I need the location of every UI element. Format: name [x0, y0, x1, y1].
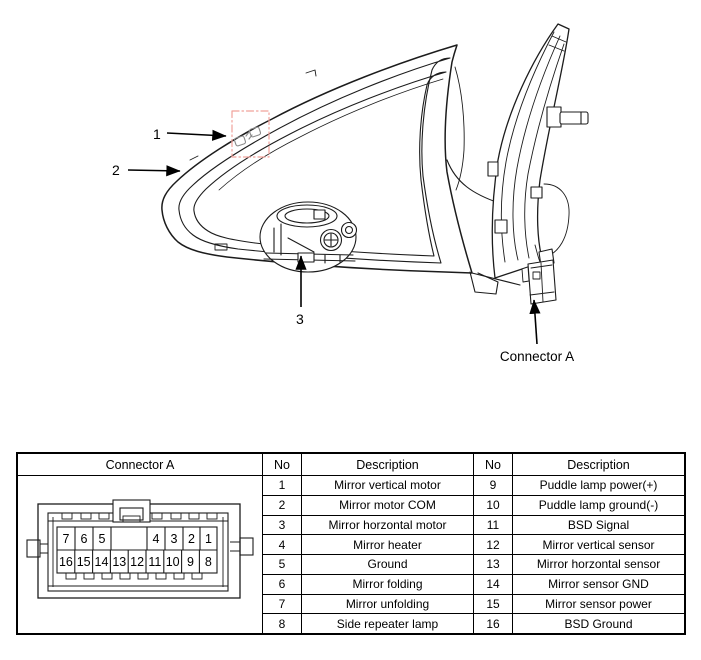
col-header-desc-1: Description — [301, 454, 473, 475]
pin-no-cell: 7 — [262, 594, 301, 614]
pin-no-cell: 5 — [262, 554, 301, 574]
pin-desc-cell: Mirror sensor power — [512, 594, 684, 614]
pin-desc-cell: Puddle lamp power(+) — [512, 475, 684, 495]
callout-3-label: 3 — [296, 311, 304, 327]
pin-desc-cell: BSD Signal — [512, 515, 684, 535]
pin-number: 10 — [165, 555, 180, 569]
callout-2-arrow — [128, 170, 180, 171]
pin-number: 2 — [188, 532, 195, 546]
pin-no-cell: 6 — [262, 574, 301, 594]
pin-number: 11 — [148, 555, 162, 569]
col-header-no-1: No — [262, 454, 301, 475]
pin-desc-cell: Mirror vertical sensor — [512, 534, 684, 554]
pin-desc-cell: Mirror horzontal motor — [301, 515, 473, 535]
pin-no-cell: 12 — [473, 534, 512, 554]
pin-no-cell: 11 — [473, 515, 512, 535]
pin-desc-cell: Mirror folding — [301, 574, 473, 594]
pin-desc-cell: BSD Ground — [512, 613, 684, 633]
pin-no-cell: 16 — [473, 613, 512, 633]
callout-1-arrow — [167, 133, 226, 136]
pin-no-cell: 3 — [262, 515, 301, 535]
pin-number: 6 — [80, 532, 88, 546]
pin-no-cell: 4 — [262, 534, 301, 554]
pin-desc-cell: Mirror heater — [301, 534, 473, 554]
connector-a-panel — [18, 454, 262, 633]
pin-no-cell: 1 — [262, 475, 301, 495]
connector-pin-table — [16, 452, 686, 635]
pin-desc-cell: Side repeater lamp — [301, 613, 473, 633]
pin-no-cell: 8 — [262, 613, 301, 633]
pin-number: 15 — [76, 555, 91, 569]
pin-desc-cell: Puddle lamp ground(-) — [512, 495, 684, 515]
pin-desc-cell: Mirror sensor GND — [512, 574, 684, 594]
pin-number: 16 — [58, 555, 73, 569]
connector-latch — [113, 500, 150, 522]
pin-number: 13 — [112, 555, 127, 569]
callout-1-label: 1 — [153, 126, 161, 142]
pin-number: 3 — [170, 532, 178, 546]
pin-desc-cell: Ground — [301, 554, 473, 574]
pin-number: 9 — [187, 555, 194, 569]
pin-desc-cell: Mirror vertical motor — [301, 475, 473, 495]
pin-number: 14 — [94, 555, 109, 569]
connector-a-pinout-drawing — [18, 476, 262, 633]
pin-number: 1 — [205, 532, 212, 546]
pin-no-cell: 2 — [262, 495, 301, 515]
pin-number: 12 — [130, 555, 145, 569]
pin-no-cell: 15 — [473, 594, 512, 614]
pin-desc-cell: Mirror unfolding — [301, 594, 473, 614]
connector-a-pinout — [18, 476, 262, 638]
connector-a-arrow — [534, 300, 537, 344]
pin-no-cell: 9 — [473, 475, 512, 495]
pin-desc-cell: Mirror horzontal sensor — [512, 554, 684, 574]
pin-number: 8 — [204, 555, 212, 569]
col-header-no-2: No — [473, 454, 512, 475]
pin-no-cell: 13 — [473, 554, 512, 574]
pin-description-grid — [262, 454, 684, 633]
mirror-base-plate-drawing — [488, 24, 588, 278]
connector-a-panel-title: Connector A — [18, 454, 262, 476]
pin-number: 4 — [152, 532, 160, 546]
pin-number: 7 — [62, 532, 70, 546]
callout-2-label: 2 — [112, 162, 120, 178]
col-header-desc-2: Description — [512, 454, 684, 475]
connector-a-label: Connector A — [499, 349, 575, 364]
mirror-actuator-drawing — [260, 202, 357, 272]
pin-desc-cell: Mirror motor COM — [301, 495, 473, 515]
pin-number: 5 — [98, 532, 106, 546]
right-ear — [240, 538, 253, 555]
pin-no-cell: 10 — [473, 495, 512, 515]
pin-no-cell: 14 — [473, 574, 512, 594]
